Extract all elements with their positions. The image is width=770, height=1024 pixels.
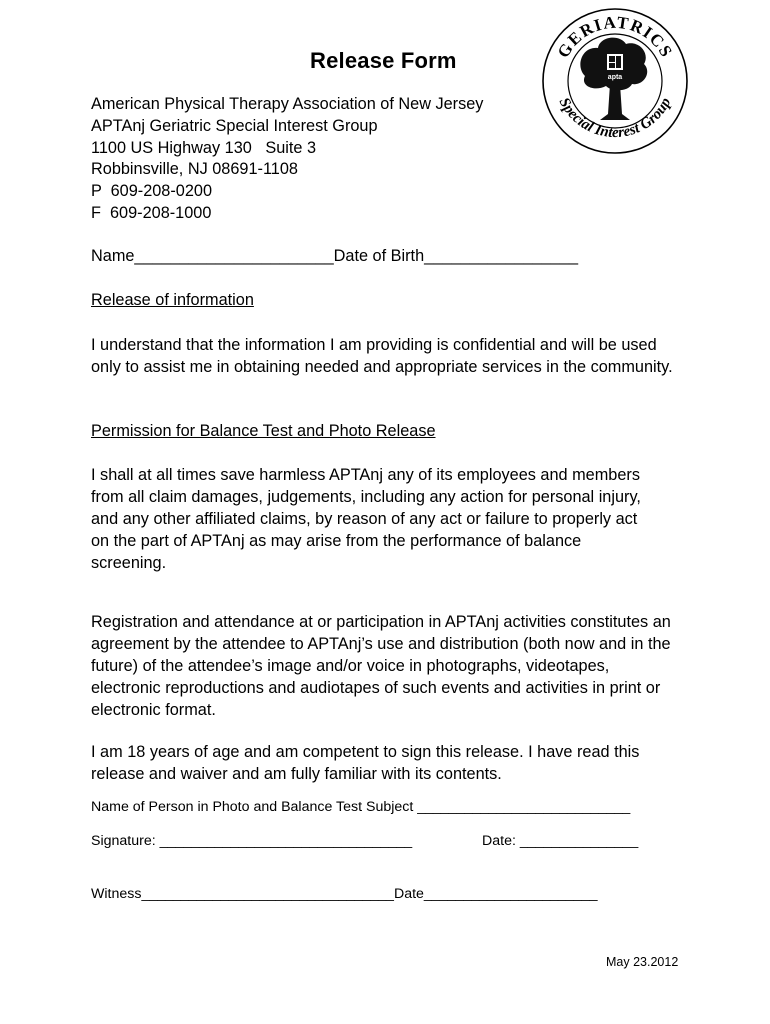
signature-date-field[interactable]: Date: _______________ [482, 833, 639, 849]
subject-name-field[interactable]: Name of Person in Photo and Balance Test Subject ___________________________ [91, 799, 631, 815]
address-line: F 609-208-1000 [91, 203, 212, 222]
release-info-body: I understand that the information I am providing is confidential and will be used only to assist me in obtaining needed and appropriate services in the community. [91, 336, 673, 376]
witness-date-field[interactable]: Witness________________________________Date______________________ [91, 886, 598, 902]
registration-paragraph: Registration and attendance at or participation in APTAnj activities constitutes an agreement by the attendee to APTAnj’s use and distribution (both now and in the future) of the attendee’s image and/or voice in photographs, videotapes, electronic reproductions and audiotapes of such events and activities in print or electronic format. [91, 613, 671, 719]
address-line: 1100 US Highway 130 Suite 3 [91, 138, 317, 157]
address-line: P 609-208-0200 [91, 182, 213, 201]
address-line: Robbinsville, NJ 08691-1108 [91, 160, 298, 179]
logo-bottom-text: Special Interest Group [555, 95, 675, 142]
name-dob-field[interactable]: Name______________________Date of Birth_________________ [91, 247, 579, 265]
footer-date: May 23.2012 [606, 955, 679, 969]
apta-badge-text: apta [607, 74, 623, 81]
release-info-heading: Release of information [91, 291, 254, 309]
balance-photo-heading: Permission for Balance Test and Photo Release [91, 422, 436, 440]
address-line: American Physical Therapy Association of New Jersey [91, 95, 484, 113]
address-line: APTAnj Geriatric Special Interest Group [91, 116, 378, 135]
signature-field[interactable]: Signature: ________________________________ [91, 833, 413, 849]
address-block [91, 94, 483, 225]
logo-top-text: GERIATRICS [553, 12, 677, 62]
page-title: Release Form [310, 48, 457, 73]
age-consent-paragraph: I am 18 years of age and am competent to sign this release. I have read this release and waiver and am fully familiar with its contents. [91, 743, 640, 783]
geriatrics-sig-logo [540, 6, 690, 156]
balance-photo-body: I shall at all times save harmless APTAnj any of its employees and members from all claim damages, judgements, including any action for personal injury, and any other affiliated claims, by reason of any act or failure to properly act on the part of APTAnj as may arise from the performance of balance screening. [91, 466, 641, 572]
